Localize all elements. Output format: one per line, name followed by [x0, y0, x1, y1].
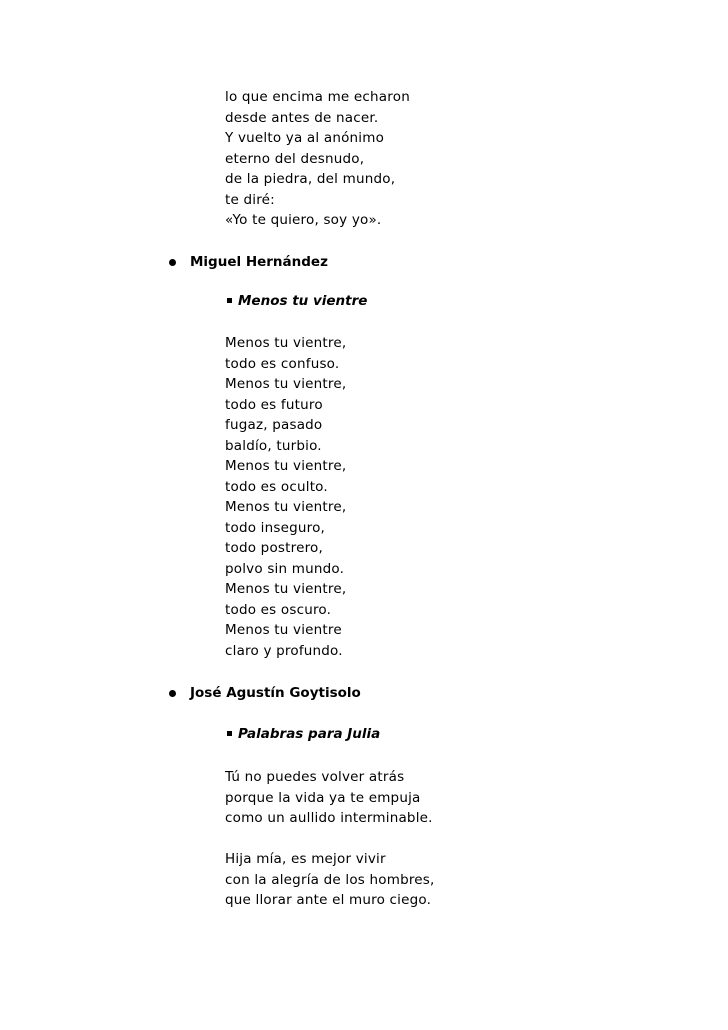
square-bullet-icon: [227, 731, 232, 736]
verse-line: Y vuelto ya al anónimo: [225, 130, 385, 146]
verse-line: que llorar ante el muro ciego.: [225, 892, 432, 908]
verse-line: Menos tu vientre,: [225, 499, 347, 515]
verse-line: Hija mía, es mejor vivir: [225, 851, 386, 867]
verse-line: Menos tu vientre,: [225, 335, 347, 351]
poem-title: Palabras para Julia: [238, 726, 381, 742]
verse-line: todo es confuso.: [225, 355, 340, 372]
verse-line: de la piedra, del mundo,: [225, 171, 396, 187]
intro-verse: [225, 87, 410, 231]
verse-line: te diré:: [225, 191, 275, 208]
verse-line: todo inseguro,: [225, 519, 326, 536]
verse-line: como un aullido interminable.: [225, 810, 433, 826]
author-heading: Miguel Hernández: [190, 254, 328, 270]
verse-line: claro y profundo.: [225, 642, 343, 659]
bullet-icon: [169, 259, 176, 266]
author-heading: José Agustín Goytisolo: [190, 685, 361, 701]
poem-stanza: [225, 849, 435, 911]
verse-line: con la alegría de los hombres,: [225, 871, 435, 888]
verse-line: todo es futuro: [225, 396, 323, 413]
verse-line: lo que encima me echaron: [225, 89, 410, 105]
verse-line: «Yo te quiero, soy yo».: [225, 212, 382, 228]
verse-line: fugaz, pasado: [225, 417, 323, 433]
verse-line: Menos tu vientre,: [225, 581, 347, 597]
verse-line: baldío, turbio.: [225, 437, 322, 454]
verse-line: porque la vida ya te empuja: [225, 789, 421, 806]
poem-verse: [225, 333, 346, 661]
verse-line: polvo sin mundo.: [225, 560, 345, 577]
verse-line: Menos tu vientre,: [225, 458, 347, 474]
verse-line: todo postrero,: [225, 540, 323, 556]
verse-line: Menos tu vientre: [225, 622, 342, 638]
verse-line: todo es oculto.: [225, 478, 328, 495]
verse-line: eterno del desnudo,: [225, 150, 365, 167]
poem-title: Menos tu vientre: [238, 293, 368, 309]
square-bullet-icon: [227, 298, 232, 303]
bullet-icon: [169, 690, 176, 697]
verse-line: todo es oscuro.: [225, 601, 332, 618]
poem-stanza: [225, 767, 433, 829]
verse-line: Menos tu vientre,: [225, 376, 347, 392]
verse-line: desde antes de nacer.: [225, 109, 379, 126]
verse-line: Tú no puedes volver atrás: [225, 769, 405, 785]
